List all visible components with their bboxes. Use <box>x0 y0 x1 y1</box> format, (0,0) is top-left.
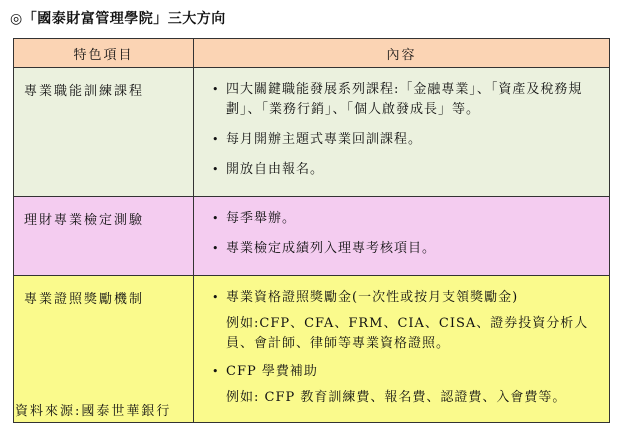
row-feature: 專業證照獎勵機制 <box>14 276 194 423</box>
list-item: • CFP 學費補助 <box>212 362 599 382</box>
row-content <box>194 68 610 197</box>
row-content <box>194 276 610 423</box>
table-row <box>14 68 610 197</box>
header-feature: 特色項目 <box>14 39 194 68</box>
table-header-row <box>14 39 610 68</box>
features-table <box>13 38 610 423</box>
list-item: • 開放自由報名。 <box>212 160 599 180</box>
table-row <box>14 197 610 276</box>
row-content <box>194 197 610 276</box>
list-item-example: 例如:CFP、CFA、FRM、CIA、CISA、證券投資分析人員、會計師、律師等專業資格證照。 <box>226 316 589 351</box>
list-item: • 四大關鍵職能發展系列課程:「金融專業」、「資產及稅務規劃」、「業務行銷」、「個人啟發成長」等。 <box>212 80 599 120</box>
row-feature: 理財專業檢定測驗 <box>14 197 194 276</box>
list-item: • 每季舉辦。 <box>212 209 599 229</box>
document-title: ◎「國泰財富管理學院」三大方向 <box>10 11 226 27</box>
list-item: • 每月開辦主題式專業回訓課程。 <box>212 130 599 150</box>
row-feature: 專業職能訓練課程 <box>14 68 194 197</box>
source-note: 資料來源:國泰世華銀行 <box>15 404 172 419</box>
list-item: • 專業資格證照獎勵金(一次性或按月支領獎勵金) <box>212 288 599 308</box>
list-item-example: 例如: CFP 教育訓練費、報名費、認證費、入會費等。 <box>226 390 567 405</box>
header-content: 內容 <box>194 39 610 68</box>
list-item: • 專業檢定成績列入理專考核項目。 <box>212 239 599 259</box>
